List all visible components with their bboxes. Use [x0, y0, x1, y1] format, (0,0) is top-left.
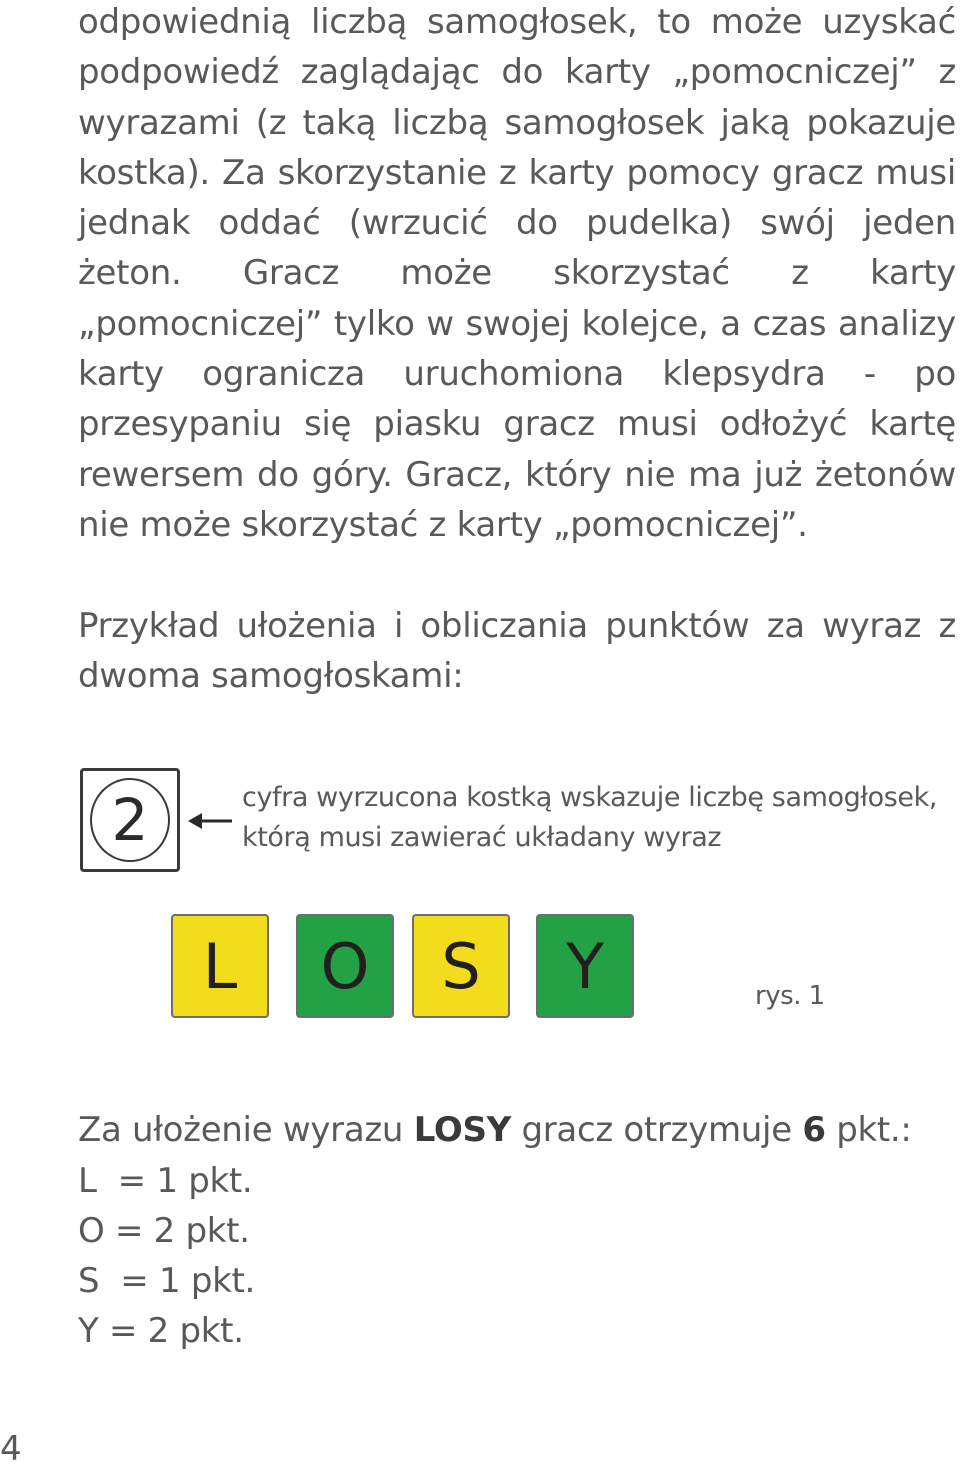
figure-label: rys. 1: [755, 981, 825, 1011]
result-prefix: Za ułożenie wyrazu: [78, 1110, 414, 1150]
letter-tile: S: [412, 914, 510, 1018]
letter-tile: O: [296, 914, 394, 1018]
letter-tile: L: [171, 914, 269, 1018]
score-line: S = 1 pkt.: [78, 1261, 256, 1301]
arrow-left-icon: [188, 806, 234, 836]
result-word: LOSY: [413, 1110, 511, 1150]
body-paragraph-hint-card: odpowiednią liczbą samogłosek, to może uzyskać podpowiedź zaglądając do karty „pomocniczej” z wyrazami (z taką liczbą samogłosek jaką pokazuje kostka). Za skorzystanie z karty pomocy gracz musi jednak oddać (wrzucić do pudelka) swój jeden żeton. Gracz może skorzystać z karty „pomocniczej” tylko w swojej kolejce, a czas analizy karty ogranicza uruchomiona klepsydra - po przesypaniu się piasku gracz musi odłożyć kartę rewersem do góry. Gracz, który nie ma już żetonów nie może skorzystać z karty „pomocniczej”.: [78, 2, 956, 545]
score-line: Y = 2 pkt.: [78, 1311, 244, 1351]
result-sentence: [78, 1105, 912, 1155]
die-caption: cyfra wyrzucona kostką wskazuje liczbę samogłosek, którą musi zawierać układany wyraz: [242, 782, 938, 853]
result-middle: gracz otrzymuje: [510, 1110, 803, 1150]
result-points: 6: [802, 1110, 826, 1150]
example-intro-paragraph: Przykład ułożenia i obliczania punktów za wyraz z dwoma samogłoskami:: [78, 606, 956, 697]
score-line: L = 1 pkt.: [78, 1161, 253, 1201]
result-suffix: pkt.:: [825, 1110, 912, 1150]
page-number: 4: [0, 1429, 22, 1469]
die-icon: [80, 768, 180, 872]
letter-tile: Y: [536, 914, 634, 1018]
score-line: O = 2 pkt.: [78, 1211, 250, 1251]
die-value: 2: [90, 778, 170, 862]
